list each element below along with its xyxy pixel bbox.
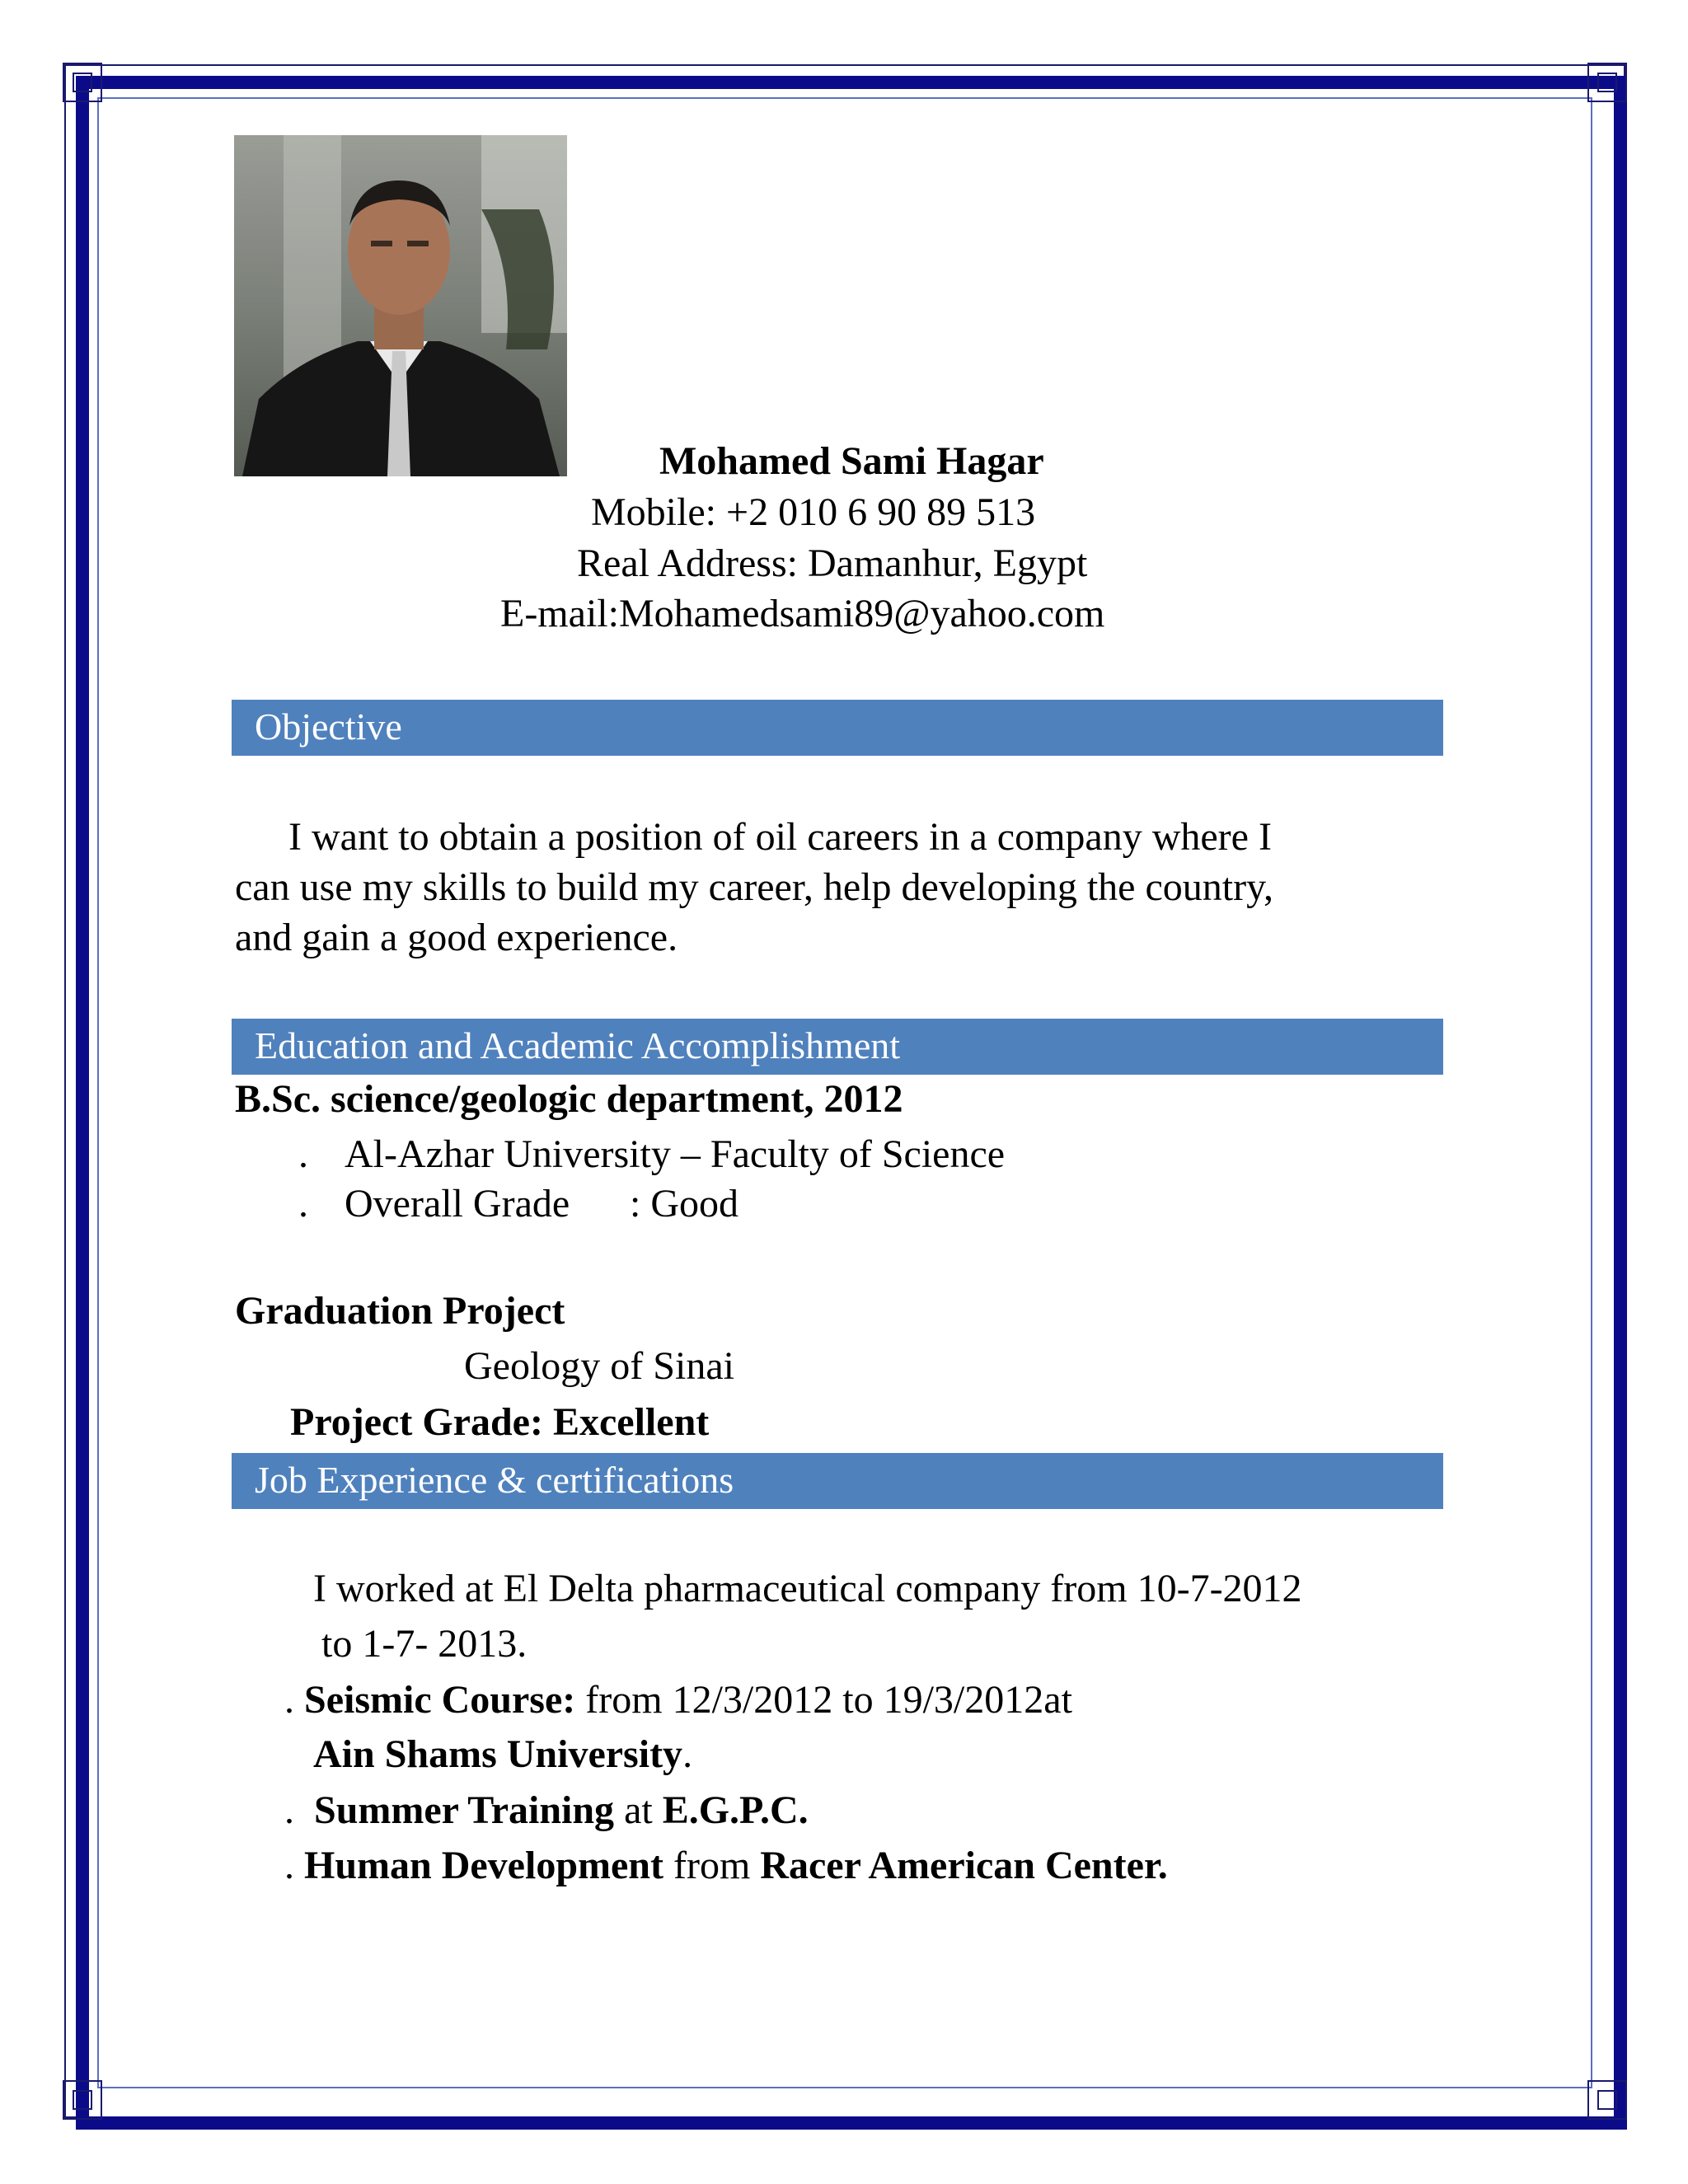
graduation-project-heading: Graduation Project [235, 1289, 565, 1333]
border-corner-bottom-left [63, 2080, 102, 2120]
bullet: . [298, 1132, 308, 1176]
grade-value: : Good [630, 1182, 738, 1226]
email-address: E-mail:Mohamedsami89@yahoo.com [500, 592, 1105, 635]
profile-photo-illustration [234, 135, 567, 476]
bullet: . [284, 1788, 294, 1832]
summer-training-label: Summer Training [314, 1788, 615, 1832]
bullet: . [284, 1678, 294, 1722]
project-grade: Project Grade: Excellent [290, 1400, 710, 1444]
human-development-place: Racer American Center. [760, 1844, 1168, 1887]
degree-line: B.Sc. science/geologic department, 2012 [235, 1077, 903, 1121]
human-development-from: from [673, 1844, 751, 1887]
university-line: Al-Azhar University – Faculty of Science [345, 1132, 1006, 1176]
bullet: . [298, 1182, 308, 1226]
seismic-course-place: Ain Shams University [313, 1732, 683, 1776]
objective-line-1: I want to obtain a position of oil careers in a company where I [288, 815, 1272, 859]
real-address: Real Address: Damanhur, Egypt [577, 541, 1088, 585]
grade-label: Overall Grade [345, 1182, 570, 1226]
profile-photo [234, 135, 567, 476]
job-line-2: to 1-7- 2013. [321, 1622, 528, 1666]
experience-item-summer [284, 1785, 809, 1835]
seismic-course-place-line [313, 1729, 692, 1779]
seismic-course-label: Seismic Course: [304, 1678, 576, 1722]
experience-item-human-development [284, 1840, 1168, 1891]
bullet: . [284, 1844, 294, 1887]
border-corner-top-right [1587, 63, 1627, 102]
human-development-label: Human Development [304, 1844, 663, 1887]
mobile-number: Mobile: +2 010 6 90 89 513 [591, 490, 1036, 534]
candidate-name: Mohamed Sami Hagar [659, 439, 1044, 483]
section-heading-experience: Job Experience & certifications [232, 1453, 1443, 1509]
period: . [682, 1732, 693, 1776]
seismic-course-dates: from 12/3/2012 to 19/3/2012at [585, 1678, 1072, 1722]
border-corner-top-left [63, 63, 102, 102]
section-heading-education: Education and Academic Accomplishment [232, 1019, 1443, 1075]
job-line-1: I worked at El Delta pharmaceutical company from 10-7-2012 [313, 1567, 1302, 1610]
objective-line-2: can use my skills to build my career, help developing the country, [235, 865, 1273, 909]
section-heading-objective: Objective [232, 700, 1443, 756]
graduation-project-title: Geology of Sinai [464, 1344, 734, 1388]
objective-line-3: and gain a good experience. [235, 916, 678, 959]
summer-training-at: at [624, 1788, 653, 1832]
experience-item-seismic [284, 1675, 1072, 1725]
summer-training-place: E.G.P.C. [662, 1788, 809, 1832]
border-corner-bottom-right [1587, 2080, 1627, 2120]
